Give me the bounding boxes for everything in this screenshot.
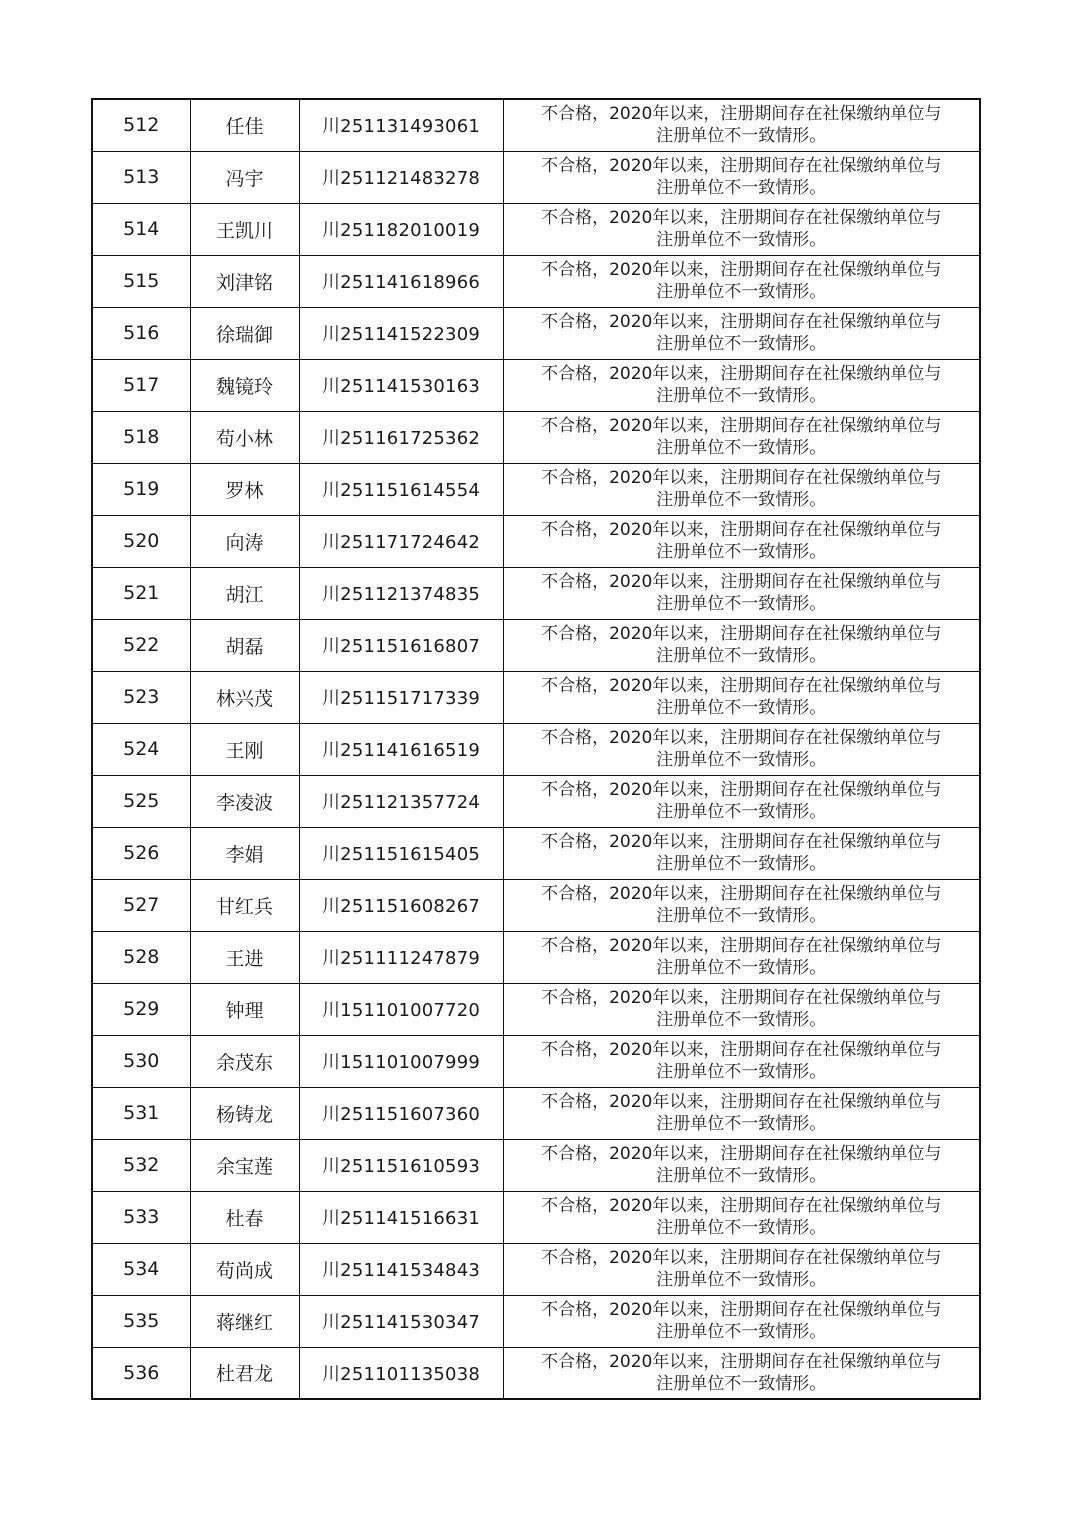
table-row	[92, 1347, 980, 1399]
check-result-line-2: 注册单位不一致情形。	[656, 1322, 827, 1342]
person-name-cell: 徐瑞御	[190, 307, 299, 359]
person-name-cell: 刘津铭	[190, 255, 299, 307]
check-result-line-1: 不合格，2020年以来，注册期间存在社保缴纳单位与	[541, 1092, 942, 1112]
person-name-cell: 王刚	[190, 723, 299, 775]
check-result-cell	[503, 151, 980, 203]
person-name-cell: 任佳	[190, 99, 299, 151]
registration-number-cell: 川251101135038	[299, 1347, 503, 1399]
check-result-cell	[503, 1347, 980, 1399]
person-name-cell: 钟理	[190, 983, 299, 1035]
registration-number-cell: 川251151615405	[299, 827, 503, 879]
row-number-cell: 521	[92, 567, 190, 619]
table-row	[92, 99, 980, 151]
check-result-line-1: 不合格，2020年以来，注册期间存在社保缴纳单位与	[541, 1040, 942, 1060]
check-result-line-1: 不合格，2020年以来，注册期间存在社保缴纳单位与	[541, 936, 942, 956]
check-result-line-2: 注册单位不一致情形。	[656, 854, 827, 874]
check-result-line-1: 不合格，2020年以来，注册期间存在社保缴纳单位与	[541, 416, 942, 436]
row-number-cell: 514	[92, 203, 190, 255]
registration-number-cell: 川251141618966	[299, 255, 503, 307]
table-row	[92, 723, 980, 775]
row-number-cell: 523	[92, 671, 190, 723]
registration-number-cell: 川251182010019	[299, 203, 503, 255]
row-number-cell: 536	[92, 1347, 190, 1399]
check-result-cell	[503, 1087, 980, 1139]
registration-number-cell: 川251141530347	[299, 1295, 503, 1347]
results-table-body	[92, 99, 980, 1399]
person-name-cell: 余宝莲	[190, 1139, 299, 1191]
registration-number-cell: 川251121357724	[299, 775, 503, 827]
check-result-line-2: 注册单位不一致情形。	[656, 906, 827, 926]
check-result-line-2: 注册单位不一致情形。	[656, 1114, 827, 1134]
row-number-cell: 512	[92, 99, 190, 151]
table-row	[92, 775, 980, 827]
check-result-cell	[503, 567, 980, 619]
person-name-cell: 李娟	[190, 827, 299, 879]
check-result-line-1: 不合格，2020年以来，注册期间存在社保缴纳单位与	[541, 624, 942, 644]
check-result-line-2: 注册单位不一致情形。	[656, 1373, 827, 1394]
row-number-cell: 518	[92, 411, 190, 463]
check-result-cell	[503, 879, 980, 931]
row-number-cell: 529	[92, 983, 190, 1035]
table-row	[92, 567, 980, 619]
row-number-cell: 520	[92, 515, 190, 567]
row-number-cell: 522	[92, 619, 190, 671]
registration-number-cell: 川251151610593	[299, 1139, 503, 1191]
table-row	[92, 515, 980, 567]
row-number-cell: 532	[92, 1139, 190, 1191]
table-row	[92, 879, 980, 931]
table-row	[92, 1139, 980, 1191]
table-row	[92, 671, 980, 723]
check-result-cell	[503, 99, 980, 151]
row-number-cell: 534	[92, 1243, 190, 1295]
check-result-line-1: 不合格，2020年以来，注册期间存在社保缴纳单位与	[541, 832, 942, 852]
check-result-line-2: 注册单位不一致情形。	[656, 594, 827, 614]
check-result-cell	[503, 463, 980, 515]
check-result-cell	[503, 255, 980, 307]
table-row	[92, 359, 980, 411]
check-result-line-2: 注册单位不一致情形。	[656, 1270, 827, 1290]
check-result-cell	[503, 619, 980, 671]
table-row	[92, 255, 980, 307]
check-result-line-2: 注册单位不一致情形。	[656, 438, 827, 458]
registration-number-cell: 川251141516631	[299, 1191, 503, 1243]
table-row	[92, 1243, 980, 1295]
check-result-cell	[503, 307, 980, 359]
check-result-line-2: 注册单位不一致情形。	[656, 386, 827, 406]
row-number-cell: 516	[92, 307, 190, 359]
check-result-line-1: 不合格，2020年以来，注册期间存在社保缴纳单位与	[541, 728, 942, 748]
check-result-line-1: 不合格，2020年以来，注册期间存在社保缴纳单位与	[541, 468, 942, 488]
registration-number-cell: 川251151608267	[299, 879, 503, 931]
person-name-cell: 罗林	[190, 463, 299, 515]
check-result-line-1: 不合格，2020年以来，注册期间存在社保缴纳单位与	[541, 312, 942, 332]
check-result-line-2: 注册单位不一致情形。	[656, 126, 827, 147]
check-result-line-1: 不合格，2020年以来，注册期间存在社保缴纳单位与	[541, 520, 942, 540]
registration-number-cell: 川251141530163	[299, 359, 503, 411]
registration-number-cell: 川251131493061	[299, 99, 503, 151]
check-result-line-1: 不合格，2020年以来，注册期间存在社保缴纳单位与	[541, 1300, 942, 1320]
check-result-line-1: 不合格，2020年以来，注册期间存在社保缴纳单位与	[541, 156, 942, 176]
table-row	[92, 307, 980, 359]
person-name-cell: 胡江	[190, 567, 299, 619]
person-name-cell: 杨铸龙	[190, 1087, 299, 1139]
registration-number-cell: 川251151607360	[299, 1087, 503, 1139]
row-number-cell: 525	[92, 775, 190, 827]
row-number-cell: 526	[92, 827, 190, 879]
person-name-cell: 冯宇	[190, 151, 299, 203]
check-result-cell	[503, 775, 980, 827]
registration-number-cell: 川151101007720	[299, 983, 503, 1035]
check-result-line-1: 不合格，2020年以来，注册期间存在社保缴纳单位与	[541, 208, 942, 228]
person-name-cell: 杜君龙	[190, 1347, 299, 1399]
row-number-cell: 519	[92, 463, 190, 515]
check-result-line-2: 注册单位不一致情形。	[656, 1218, 827, 1238]
table-row	[92, 463, 980, 515]
row-number-cell: 524	[92, 723, 190, 775]
check-result-line-1: 不合格，2020年以来，注册期间存在社保缴纳单位与	[541, 1248, 942, 1268]
table-row	[92, 203, 980, 255]
row-number-cell: 517	[92, 359, 190, 411]
row-number-cell: 531	[92, 1087, 190, 1139]
registration-number-cell: 川251171724642	[299, 515, 503, 567]
table-row	[92, 827, 980, 879]
check-result-line-2: 注册单位不一致情形。	[656, 1166, 827, 1186]
check-result-cell	[503, 1139, 980, 1191]
registration-number-cell: 川251161725362	[299, 411, 503, 463]
person-name-cell: 苟尚成	[190, 1243, 299, 1295]
check-result-line-2: 注册单位不一致情形。	[656, 334, 827, 354]
person-name-cell: 甘红兵	[190, 879, 299, 931]
check-result-cell	[503, 1295, 980, 1347]
row-number-cell: 528	[92, 931, 190, 983]
check-result-line-2: 注册单位不一致情形。	[656, 802, 827, 822]
check-result-line-2: 注册单位不一致情形。	[656, 646, 827, 666]
person-name-cell: 王凯川	[190, 203, 299, 255]
check-result-line-2: 注册单位不一致情形。	[656, 178, 827, 198]
check-result-line-2: 注册单位不一致情形。	[656, 230, 827, 250]
check-result-line-1: 不合格，2020年以来，注册期间存在社保缴纳单位与	[541, 1351, 942, 1372]
row-number-cell: 533	[92, 1191, 190, 1243]
check-result-line-2: 注册单位不一致情形。	[656, 1010, 827, 1030]
table-row	[92, 619, 980, 671]
registration-number-cell: 川251151616807	[299, 619, 503, 671]
check-result-line-2: 注册单位不一致情形。	[656, 958, 827, 978]
person-name-cell: 李凌波	[190, 775, 299, 827]
table-row	[92, 1191, 980, 1243]
check-result-cell	[503, 515, 980, 567]
registration-number-cell: 川251121483278	[299, 151, 503, 203]
check-result-line-1: 不合格，2020年以来，注册期间存在社保缴纳单位与	[541, 1196, 942, 1216]
registration-number-cell: 川251141616519	[299, 723, 503, 775]
row-number-cell: 515	[92, 255, 190, 307]
person-name-cell: 林兴茂	[190, 671, 299, 723]
check-result-line-1: 不合格，2020年以来，注册期间存在社保缴纳单位与	[541, 676, 942, 696]
results-table	[91, 98, 981, 1400]
table-row	[92, 983, 980, 1035]
row-number-cell: 513	[92, 151, 190, 203]
check-result-line-2: 注册单位不一致情形。	[656, 282, 827, 302]
check-result-cell	[503, 983, 980, 1035]
registration-number-cell: 川251151614554	[299, 463, 503, 515]
row-number-cell: 535	[92, 1295, 190, 1347]
registration-number-cell: 川151101007999	[299, 1035, 503, 1087]
person-name-cell: 胡磊	[190, 619, 299, 671]
check-result-cell	[503, 931, 980, 983]
person-name-cell: 杜春	[190, 1191, 299, 1243]
table-row	[92, 1295, 980, 1347]
check-result-line-1: 不合格，2020年以来，注册期间存在社保缴纳单位与	[541, 572, 942, 592]
check-result-line-1: 不合格，2020年以来，注册期间存在社保缴纳单位与	[541, 104, 942, 125]
person-name-cell: 向涛	[190, 515, 299, 567]
check-result-cell	[503, 671, 980, 723]
check-result-line-2: 注册单位不一致情形。	[656, 1062, 827, 1082]
check-result-cell	[503, 827, 980, 879]
check-result-cell	[503, 1243, 980, 1295]
check-result-cell	[503, 1191, 980, 1243]
registration-number-cell: 川251141522309	[299, 307, 503, 359]
check-result-line-1: 不合格，2020年以来，注册期间存在社保缴纳单位与	[541, 364, 942, 384]
row-number-cell: 527	[92, 879, 190, 931]
check-result-cell	[503, 203, 980, 255]
check-result-cell	[503, 359, 980, 411]
person-name-cell: 余茂东	[190, 1035, 299, 1087]
check-result-cell	[503, 723, 980, 775]
person-name-cell: 蒋继红	[190, 1295, 299, 1347]
registration-number-cell: 川251141534843	[299, 1243, 503, 1295]
registration-number-cell: 川251121374835	[299, 567, 503, 619]
check-result-line-2: 注册单位不一致情形。	[656, 698, 827, 718]
check-result-line-1: 不合格，2020年以来，注册期间存在社保缴纳单位与	[541, 780, 942, 800]
registration-number-cell: 川251111247879	[299, 931, 503, 983]
table-row	[92, 411, 980, 463]
check-result-line-1: 不合格，2020年以来，注册期间存在社保缴纳单位与	[541, 260, 942, 280]
person-name-cell: 苟小林	[190, 411, 299, 463]
check-result-line-1: 不合格，2020年以来，注册期间存在社保缴纳单位与	[541, 884, 942, 904]
row-number-cell: 530	[92, 1035, 190, 1087]
registration-number-cell: 川251151717339	[299, 671, 503, 723]
check-result-line-2: 注册单位不一致情形。	[656, 490, 827, 510]
check-result-cell	[503, 1035, 980, 1087]
person-name-cell: 魏镜玲	[190, 359, 299, 411]
check-result-line-2: 注册单位不一致情形。	[656, 542, 827, 562]
table-row	[92, 1035, 980, 1087]
table-row	[92, 151, 980, 203]
table-row	[92, 1087, 980, 1139]
check-result-line-1: 不合格，2020年以来，注册期间存在社保缴纳单位与	[541, 988, 942, 1008]
check-result-cell	[503, 411, 980, 463]
table-row	[92, 931, 980, 983]
check-result-line-2: 注册单位不一致情形。	[656, 750, 827, 770]
check-result-line-1: 不合格，2020年以来，注册期间存在社保缴纳单位与	[541, 1144, 942, 1164]
person-name-cell: 王进	[190, 931, 299, 983]
